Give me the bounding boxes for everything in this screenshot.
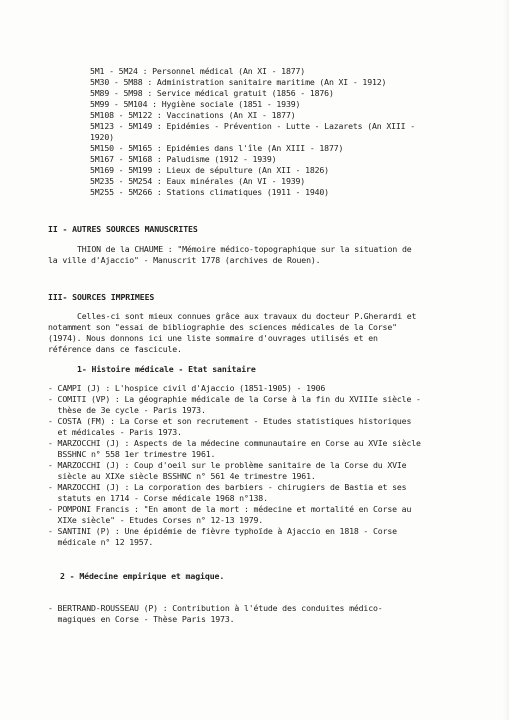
intro-line: notamment son "essai de bibliographie des sciences médicales de la Corse" [48,322,397,332]
archive-line: 5M89 - 5M98 : Service médical gratuit (1856 - 1876) [90,88,334,98]
reference-line: médicale n° 12 1957. [48,537,154,547]
archive-line: 5M123 - 5M149 : Epidémies - Prévention - Lutte - Lazarets (An XIII - [90,121,415,131]
reference-line: siècle au XIXe siècle BSSHNC n° 561 4e trimestre 1961. [48,471,316,481]
archive-line: 5M255 - 5M266 : Stations climatiques (1911 - 1940) [90,187,329,197]
reference-line: - POMPONI Francis : "En amont de la mort : médecine et mortalité en Corse au [48,504,412,514]
reference-line: - CAMPI (J) : L'hospice civil d'Ajaccio (1851-1905) - 1906 [48,383,326,393]
intro-line: référence dans ce fascicule. [48,344,182,354]
archive-line: 5M167 - 5M168 : Paludisme (1912 - 1939) [90,154,277,164]
archive-line: 5M99 - 5M104 : Hygiène sociale (1851 - 1939) [90,99,301,109]
section-text-line: la ville d'Ajaccio" - Manuscrit 1778 (archives de Rouen). [48,255,321,265]
archive-line: 5M30 - 5M88 : Administration sanitaire maritime (An XI - 1912) [90,77,387,87]
reference-line: - SANTINI (P) : Une épidémie de fièvre typhoïde à Ajaccio en 1818 - Corse [48,526,397,536]
subsection-heading: 2 - Médecine empirique et magique. [60,571,225,581]
reference-line: BSSHNC n° 558 1er trimestre 1961. [48,449,216,459]
reference-line: - MARZOCCHI (J) : Coup d'oeil sur le problème sanitaire de la Corse du XVIe [48,460,407,470]
intro-line: Celles-ci sont mieux connues grâce aux travaux du docteur P.Gherardi et [77,311,417,321]
reference-line: - MARZOCCHI (J) : La corporation des barbiers - chirugiers de Bastia et ses [48,482,407,492]
section-heading: III- SOURCES IMPRIMEES [48,292,155,302]
reference-line: et médicales - Paris 1973. [48,427,182,437]
page-edge-shadow [503,0,509,720]
reference-line: thèse de 3e cycle - Paris 1973. [48,405,206,415]
archive-line: 5M169 - 5M199 : Lieux de sépulture (An XII - 1826) [90,165,329,175]
section-text-line: THION de la CHAUME : "Mémoire médico-topographique sur la situation de [77,244,412,254]
reference-line: - COMITI (VP) : La géographie médicale de la Corse à la fin du XVIIIe siècle - [48,394,421,404]
reference-line: magiques en Corse - Thèse Paris 1973. [48,614,235,624]
archive-line: 5M235 - 5M254 : Eaux minérales (An VI - 1939) [90,176,306,186]
archive-line: 5M108 - 5M122 : Vaccinations (An XI - 1877) [90,110,296,120]
intro-line: (1974). Nous donnons ici une liste sommaire d'ouvrages utilisés et en [48,333,378,343]
reference-line: statuts en 1714 - Corse médicale 1968 n°138. [48,493,268,503]
reference-line: - BERTRAND-ROUSSEAU (P) : Contribution à l'étude des conduites médico- [48,603,383,613]
subsection-heading: 1- Histoire médicale - Etat sanitaire [77,364,256,374]
reference-line: XIXe siècle" - Etudes Corses n° 12-13 1979. [48,515,264,525]
section-heading: II - AUTRES SOURCES MANUSCRITES [48,224,198,234]
reference-line: - MARZOCCHI (J) : Aspects de la médecine communautaire en Corse au XVIe siècle [48,438,421,448]
archive-line: 1920) [90,132,114,142]
reference-line: - COSTA (FM) : La Corse et son recrutement - Etudes statistiques historiques [48,416,412,426]
archive-line: 5M1 - 5M24 : Personnel médical (An XI - 1877) [90,66,306,76]
archive-line: 5M150 - 5M165 : Epidémies dans l'île (An XIII - 1877) [90,143,344,153]
